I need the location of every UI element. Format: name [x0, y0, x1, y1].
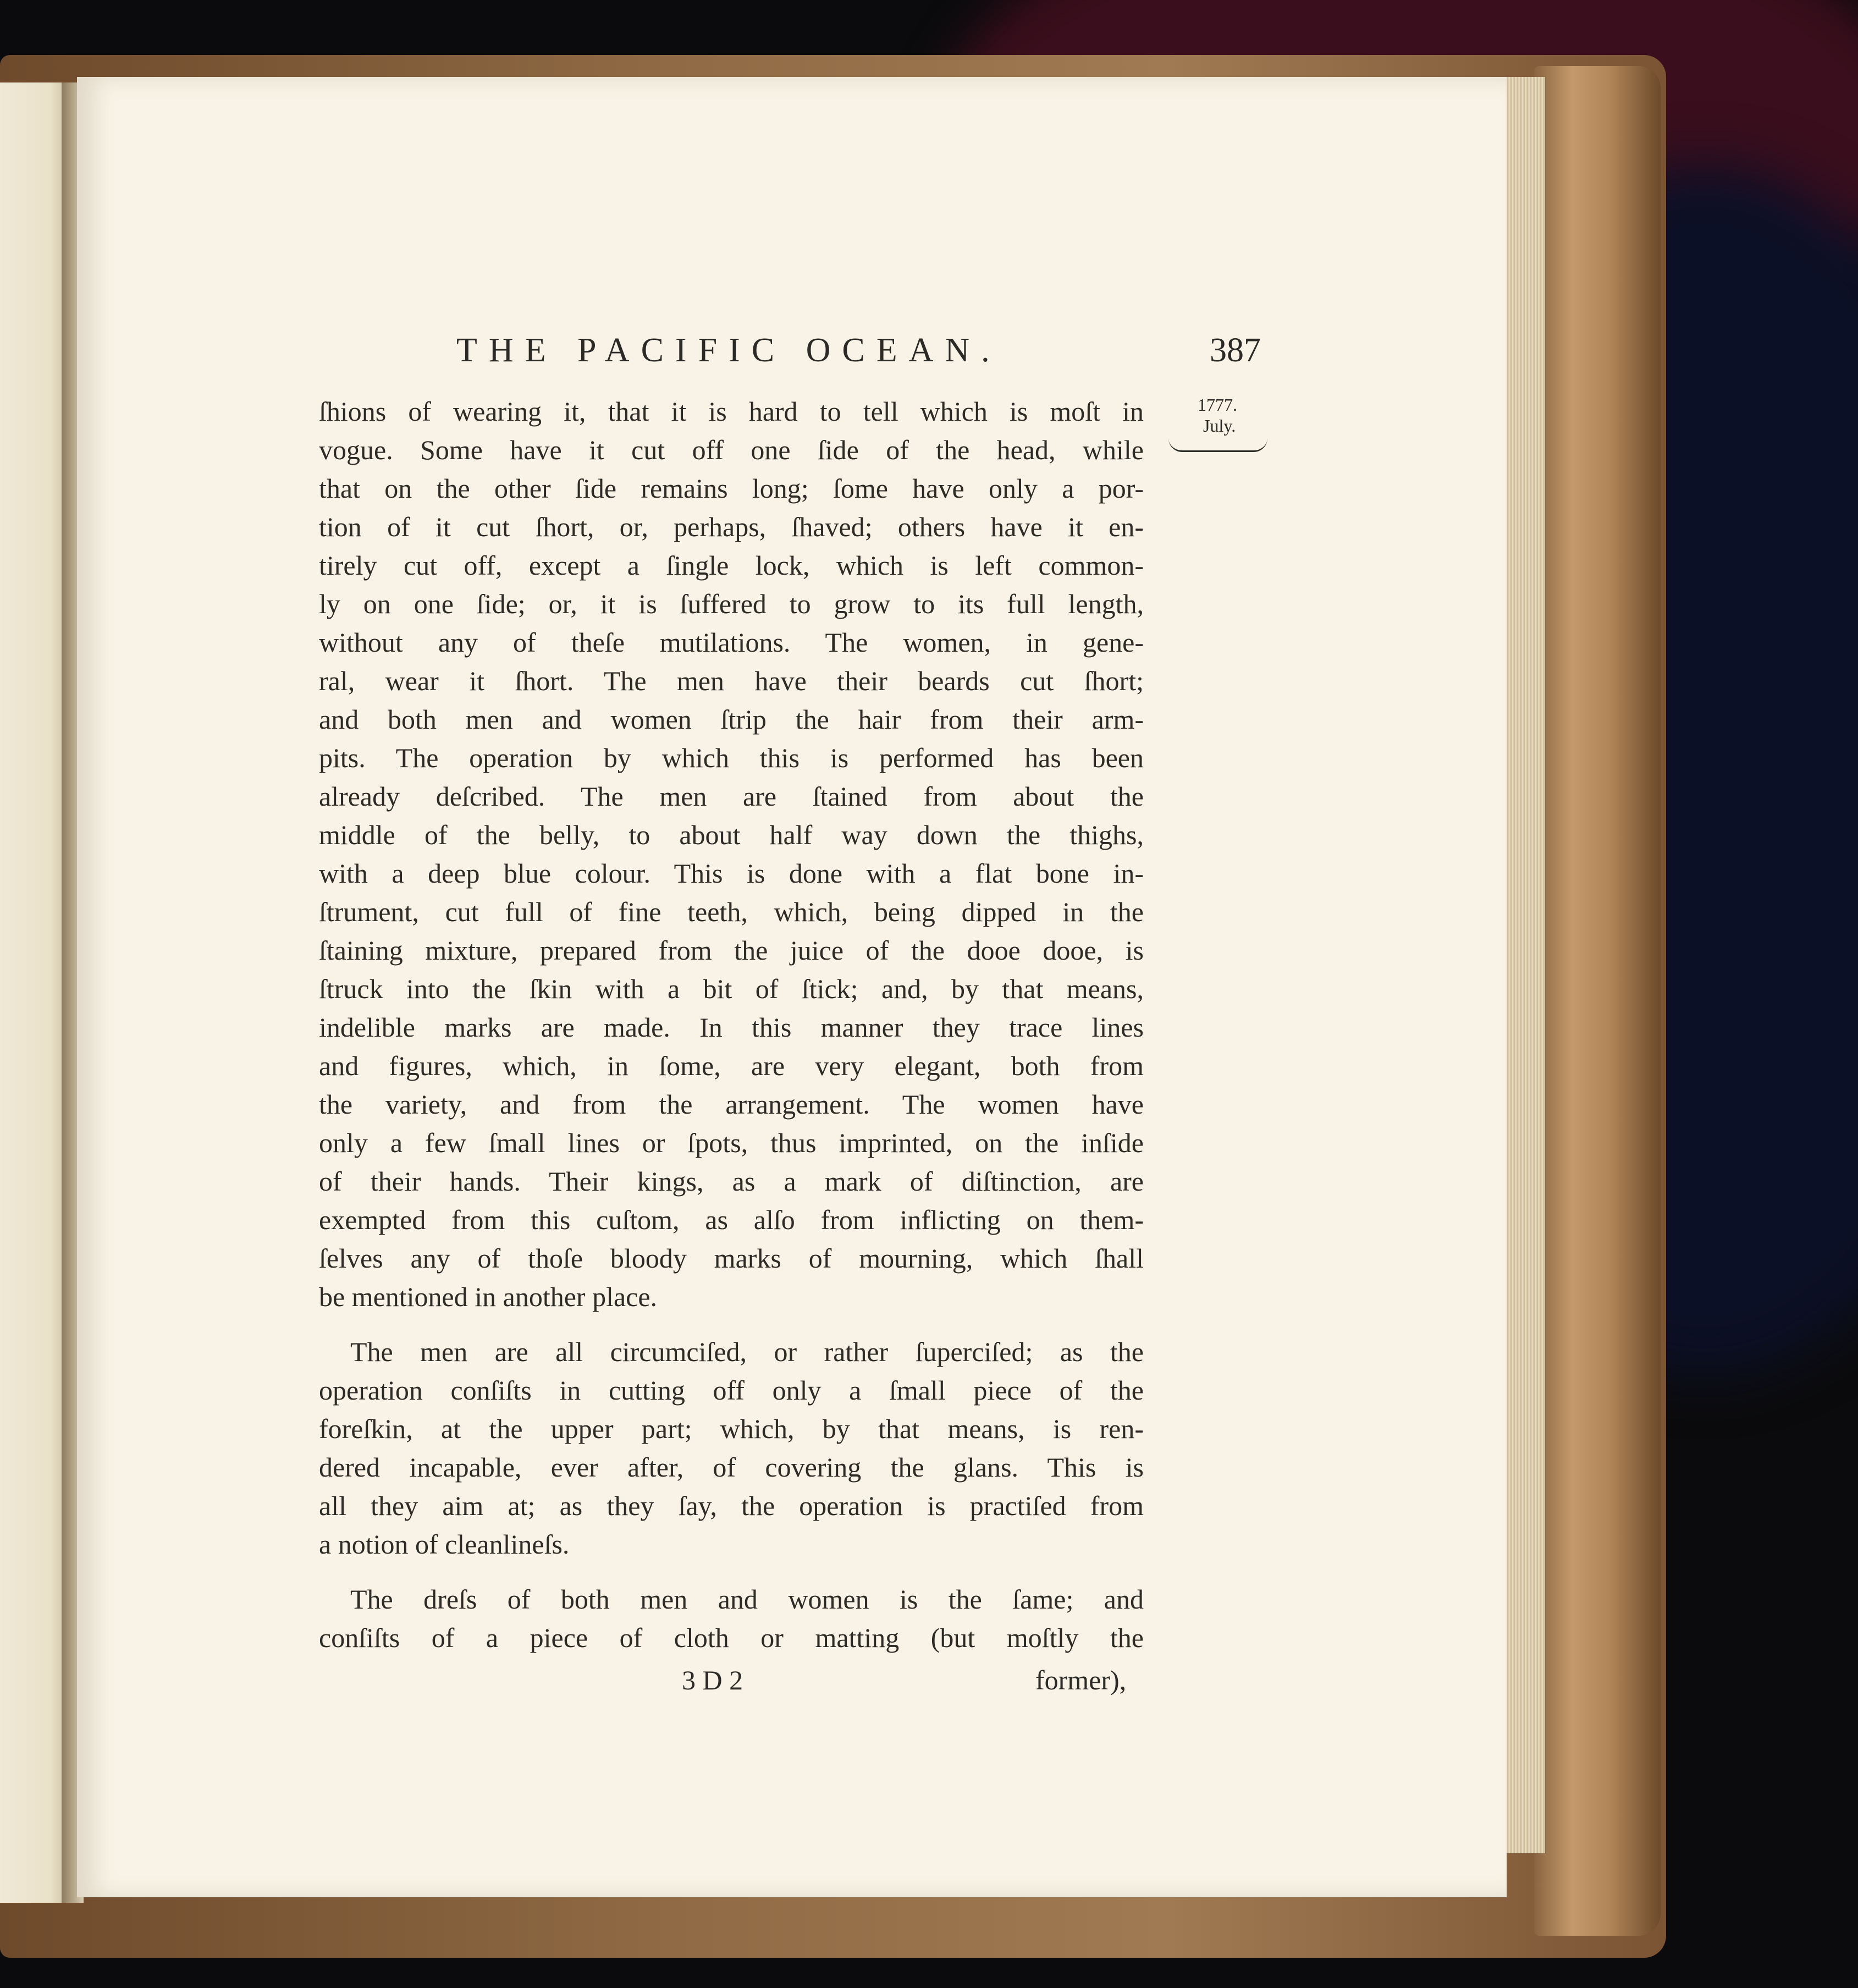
- body-line: ſelves any of thoſe bloody marks of mourning, which ſhall: [319, 1243, 1144, 1274]
- signature-mark: 3 D 2: [682, 1665, 743, 1695]
- body-line: ſhions of wearing it, that it is hard to tell which is moſt in: [319, 396, 1144, 427]
- margin-note-month: July.: [1203, 416, 1236, 436]
- body-line: all they aim at; as they ſay, the operation is practiſed from: [319, 1490, 1144, 1521]
- body-line: be mentioned in another place.: [319, 1281, 658, 1312]
- body-line: only a few ſmall lines or ſpots, thus imprinted, on the inſide: [319, 1127, 1144, 1158]
- body-line: vogue. Some have it cut off one ſide of the head, while: [319, 434, 1144, 465]
- body-line: ſtaining mixture, prepared from the juice of the dooe dooe, is: [319, 935, 1144, 966]
- margin-note-year: 1777.: [1198, 395, 1237, 415]
- book-fore-edge-cover: [1534, 66, 1661, 1936]
- margin-brace: [1168, 438, 1267, 452]
- body-line: foreſkin, at the upper part; which, by that means, is ren-: [319, 1413, 1144, 1444]
- body-line: with a deep blue colour. This is done with a flat bone in-: [319, 858, 1144, 889]
- body-line: dered incapable, ever after, of covering the glans. This is: [319, 1452, 1144, 1483]
- body-line: tirely cut off, except a ſingle lock, which is left common-: [319, 550, 1144, 581]
- left-page-edge: [0, 82, 71, 1903]
- body-line: ſtruck into the ſkin with a bit of ſtick; and, by that means,: [319, 973, 1144, 1004]
- body-line: The men are all circumciſed, or rather ſuperciſed; as the: [350, 1336, 1144, 1367]
- body-line: ſtrument, cut full of fine teeth, which, being dipped in the: [319, 896, 1144, 927]
- body-line: exempted from this cuſtom, as alſo from inflicting on them-: [319, 1204, 1144, 1235]
- body-line: the variety, and from the arrangement. The women have: [319, 1089, 1144, 1120]
- body-line: indelible marks are made. In this manner they trace lines: [319, 1012, 1144, 1043]
- body-line: a notion of cleanlineſs.: [319, 1529, 570, 1560]
- body-line: ly on one ſide; or, it is ſuffered to grow to its full length,: [319, 588, 1144, 619]
- page-number: 387: [1210, 332, 1261, 369]
- body-line: and both men and women ſtrip the hair from their arm-: [319, 704, 1144, 735]
- body-line: already deſcribed. The men are ſtained from about the: [319, 781, 1144, 812]
- body-line: of their hands. Their kings, as a mark of diſtinction, are: [319, 1166, 1144, 1197]
- body-line: without any of theſe mutilations. The women, in gene-: [319, 627, 1144, 658]
- body-line: middle of the belly, to about half way down the thighs,: [319, 819, 1144, 850]
- running-title: THE PACIFIC OCEAN.: [456, 332, 1001, 369]
- body-line: ral, wear it ſhort. The men have their beards cut ſhort;: [319, 665, 1144, 696]
- body-line: conſiſts of a piece of cloth or matting (but moſtly the: [319, 1622, 1144, 1653]
- body-line: pits. The operation by which this is performed has been: [319, 742, 1144, 773]
- body-line: that on the other ſide remains long; ſome have only a por-: [319, 473, 1144, 504]
- catchword: former),: [1035, 1665, 1127, 1695]
- body-line: operation conſiſts in cutting off only a ſmall piece of the: [319, 1375, 1144, 1406]
- body-line: The dreſs of both men and women is the ſame; and: [350, 1584, 1144, 1615]
- body-line: and figures, which, in ſome, are very elegant, both from: [319, 1050, 1144, 1081]
- body-line: tion of it cut ſhort, or, perhaps, ſhaved; others have it en-: [319, 511, 1144, 542]
